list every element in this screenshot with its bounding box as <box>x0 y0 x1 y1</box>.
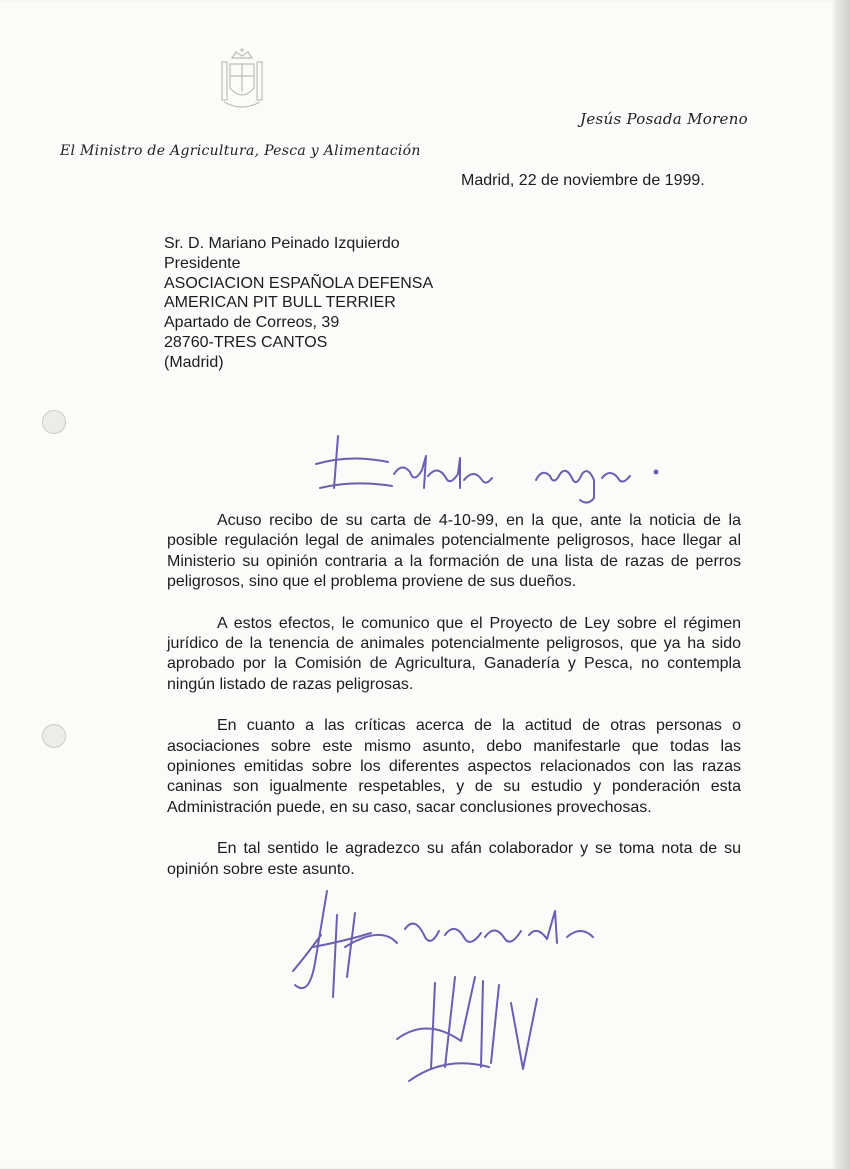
body-paragraph-1: Acuso recibo de su carta de 4-10-99, en la que, ante la noticia de la posible regulación legal de animales potencialmente peligrosos, hace llegar al Ministerio su opinión contraria a la formación de una lista de razas de perros peligrosos, sino que el problema proviene de sus dueños. <box>167 512 741 591</box>
recipient-name: Sr. D. Mariano Peinado Izquierdo <box>164 235 400 252</box>
recipient-organization: ASOCIACION ESPAÑOLA DEFENSA <box>164 274 434 292</box>
punch-hole-top <box>42 410 66 434</box>
punch-hole-bottom <box>42 724 66 748</box>
date-line: Madrid, 22 de noviembre de 1999. <box>461 172 705 189</box>
minister-name-header: Jesús Posada Moreno <box>580 110 749 128</box>
letter-body <box>167 511 741 901</box>
handwritten-signature <box>285 885 615 1095</box>
recipient-address <box>164 234 433 373</box>
recipient-postal-city: 28760-TRES CANTOS <box>164 333 328 351</box>
body-paragraph-2: A estos efectos, le comunico que el Proyecto de Ley sobre el régimen jurídico de la tenencia de animales potencialmente peligrosos, que ya ha sido aprobado por la Comisión de Agricultura, Ganadería y Pesca, no contempla ningún listado de razas peligrosas. <box>167 614 741 693</box>
body-paragraph-4: En tal sentido le agradezco su afán colaborador y se toma nota de su opinión sobre este asunto. <box>167 840 741 878</box>
ministry-title-header: El Ministro de Agricultura, Pesca y Alimentación <box>60 143 421 159</box>
paper-edge <box>836 0 850 1169</box>
recipient-po-box: Apartado de Correos, 39 <box>164 314 340 332</box>
recipient-organization-line-2: AMERICAN PIT BULL TERRIER <box>164 294 396 312</box>
handwritten-greeting <box>310 428 690 508</box>
recipient-title: Presidente <box>164 254 241 272</box>
recipient-region: (Madrid) <box>164 353 224 371</box>
spanish-royal-crest-icon <box>214 48 270 114</box>
body-paragraph-3: En cuanto a las críticas acerca de la actitud de otras personas o asociaciones sobre este mismo asunto, debo manifestarle que todas las opiniones emitidas sobre los diferentes aspectos relacionados con las razas caninas son igualmente respetables, y de su estudio y ponderación esta Administración puede, en su caso, sacar conclusiones provechosas. <box>167 717 741 816</box>
